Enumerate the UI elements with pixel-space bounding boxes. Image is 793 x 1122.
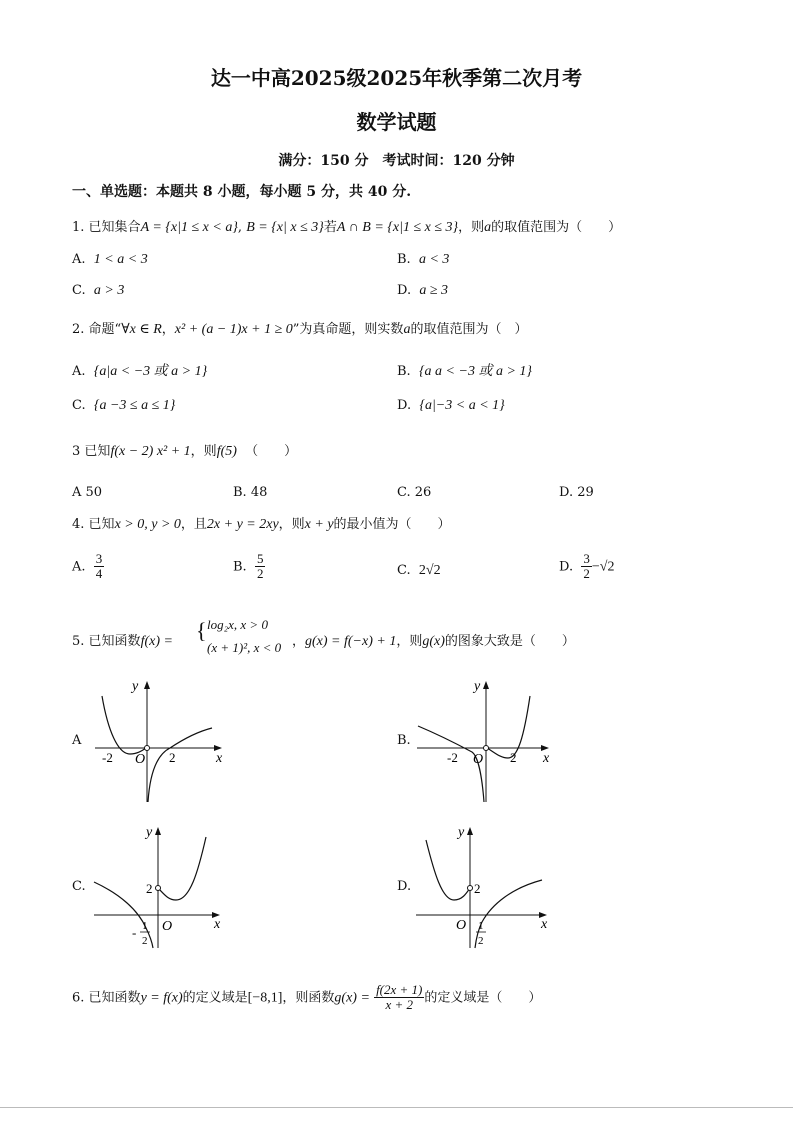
q2-option-a[interactable]: A. {a|a < −3 或 a > 1} [72,364,208,379]
question-number: 1. [72,220,85,235]
graph-d[interactable] [412,822,557,950]
y-axis-arrow [155,827,161,835]
curve-right [158,837,206,900]
tick-2: 2 [146,881,153,896]
subject-title: 数学试题 [356,110,437,134]
graph-a[interactable] [90,676,230,806]
x-label: x [214,917,221,932]
graph-a-label[interactable]: A [72,733,82,748]
piecewise-case-2: (x + 1)², x < 0 [207,640,282,655]
graph-c-label[interactable]: C. [72,879,86,894]
question-5-rest: ，g(x) = f(−x) + 1，则g(x)的图象大致是（ ） [292,634,575,649]
origin-label: O [135,752,146,767]
q4-option-b[interactable]: B. $\frac{5}{2}$ [233,551,264,582]
question-3: 3 已知f(x − 2) x² + 1，则f(5) （ ） [72,444,298,459]
page-divider [0,1107,793,1108]
q3-option-c[interactable]: C. 26 [397,485,432,500]
graph-d-label[interactable]: D. [397,879,412,894]
frac-den: 2 [478,935,484,947]
q1-option-d[interactable]: D. a ≥ 3 [397,283,449,298]
piecewise-case-1: log₂x, x > 0 [207,617,268,632]
q3-option-b[interactable]: B. 48 [233,485,268,500]
question-number: 5. [72,634,85,649]
question-number: 4. [72,517,85,532]
tick-neg2: -2 [102,750,113,765]
set-b: B = {x| x ≤ 3} [246,220,324,235]
q2-option-b[interactable]: B. {a a < −3 或 a > 1} [397,364,532,379]
open-point [468,886,473,891]
section-heading: 一、单选题：本题共 8 小题，每小题 5 分，共 40 分. [72,184,412,200]
curve-right [475,880,542,948]
q2-option-c[interactable]: C. {a −3 ≤ a ≤ 1} [72,398,176,413]
q1-option-b[interactable]: B. a < 3 [397,252,450,267]
question-5: 5. 已知函数f(x) = [72,634,173,649]
q1-option-a[interactable]: A. 1 < a < 3 [72,252,148,267]
condition: A ∩ B = {x|1 ≤ x ≤ 3} [336,220,459,235]
x-label: x [541,917,548,932]
set-a: A = {x|1 ≤ x < a} [140,220,238,235]
q1-option-c[interactable]: C. a > 3 [72,283,125,298]
graph-b[interactable] [412,676,557,806]
tick-2: 2 [474,881,481,896]
y-label: y [146,825,153,840]
question-1: 1. 已知集合A = {x|1 ≤ x < a}, B = {x| x ≤ 3}若A ∩ B = {x|1 ≤ x ≤ 3}，则a的取值范围为（ ） [72,220,622,235]
graph-b-label[interactable]: B. [397,733,411,748]
y-axis-arrow [144,681,150,689]
x-label: x [216,751,223,766]
question-number: 2. [72,322,85,337]
graph-c[interactable] [90,822,230,950]
y-axis-arrow [467,827,473,835]
y-label: y [458,825,465,840]
frac-num: 1 [142,920,148,932]
y-label: y [132,679,139,694]
q4-option-c[interactable]: C. 2√2 [397,563,441,578]
x-label: x [543,751,550,766]
question-6: 6. 已知函数y = f(x)的定义域是[−8,1]，则函数g(x) = $\frac{f(2x + 1)}{x + 2}$ 的定义域是（ ） [72,982,542,1013]
curve-right [487,696,530,758]
curve-left [102,696,146,754]
y-axis-arrow [483,681,489,689]
exam-title: 达一中高2025级2025年秋季第二次月考 [210,66,583,90]
q3-option-a[interactable]: A 50 [72,485,103,500]
question-number: 6. [72,990,85,1006]
y-label: y [474,679,481,694]
tick-2: 2 [510,750,517,765]
q2-option-d[interactable]: D. {a|−3 < a < 1} [397,398,505,413]
frac-num: 1 [478,920,484,932]
origin-label: O [162,919,173,934]
question-4: 4. 已知x > 0, y > 0，且2x + y = 2xy，则x + y的最小值为（ ） [72,517,451,532]
origin-label: O [473,752,484,767]
curve-left [426,840,470,900]
q4-option-d[interactable]: D. $\frac{3}{2}$ −√2 [559,551,615,582]
curve-right [148,728,212,802]
q3-option-d[interactable]: D. 29 [559,485,594,500]
q4-option-a[interactable]: A. $\frac{3}{4}$ [72,551,103,582]
frac-den: 2 [142,935,148,947]
question-number: 3 [72,444,81,459]
open-point [484,746,489,751]
tick-neg2: -2 [447,750,458,765]
tick-2: 2 [169,750,176,765]
open-point [156,886,161,891]
question-2: 2. 命题“∀x ∈ R，x² + (a − 1)x + 1 ≥ 0”为真命题，则实数a的取值范围为（ ） [72,322,528,337]
origin-label: O [456,918,467,933]
minus-sign: - [132,925,137,940]
open-point [145,746,150,751]
exam-meta: 满分：150 分 考试时间：120 分钟 [278,153,515,169]
brace: { [196,618,207,643]
